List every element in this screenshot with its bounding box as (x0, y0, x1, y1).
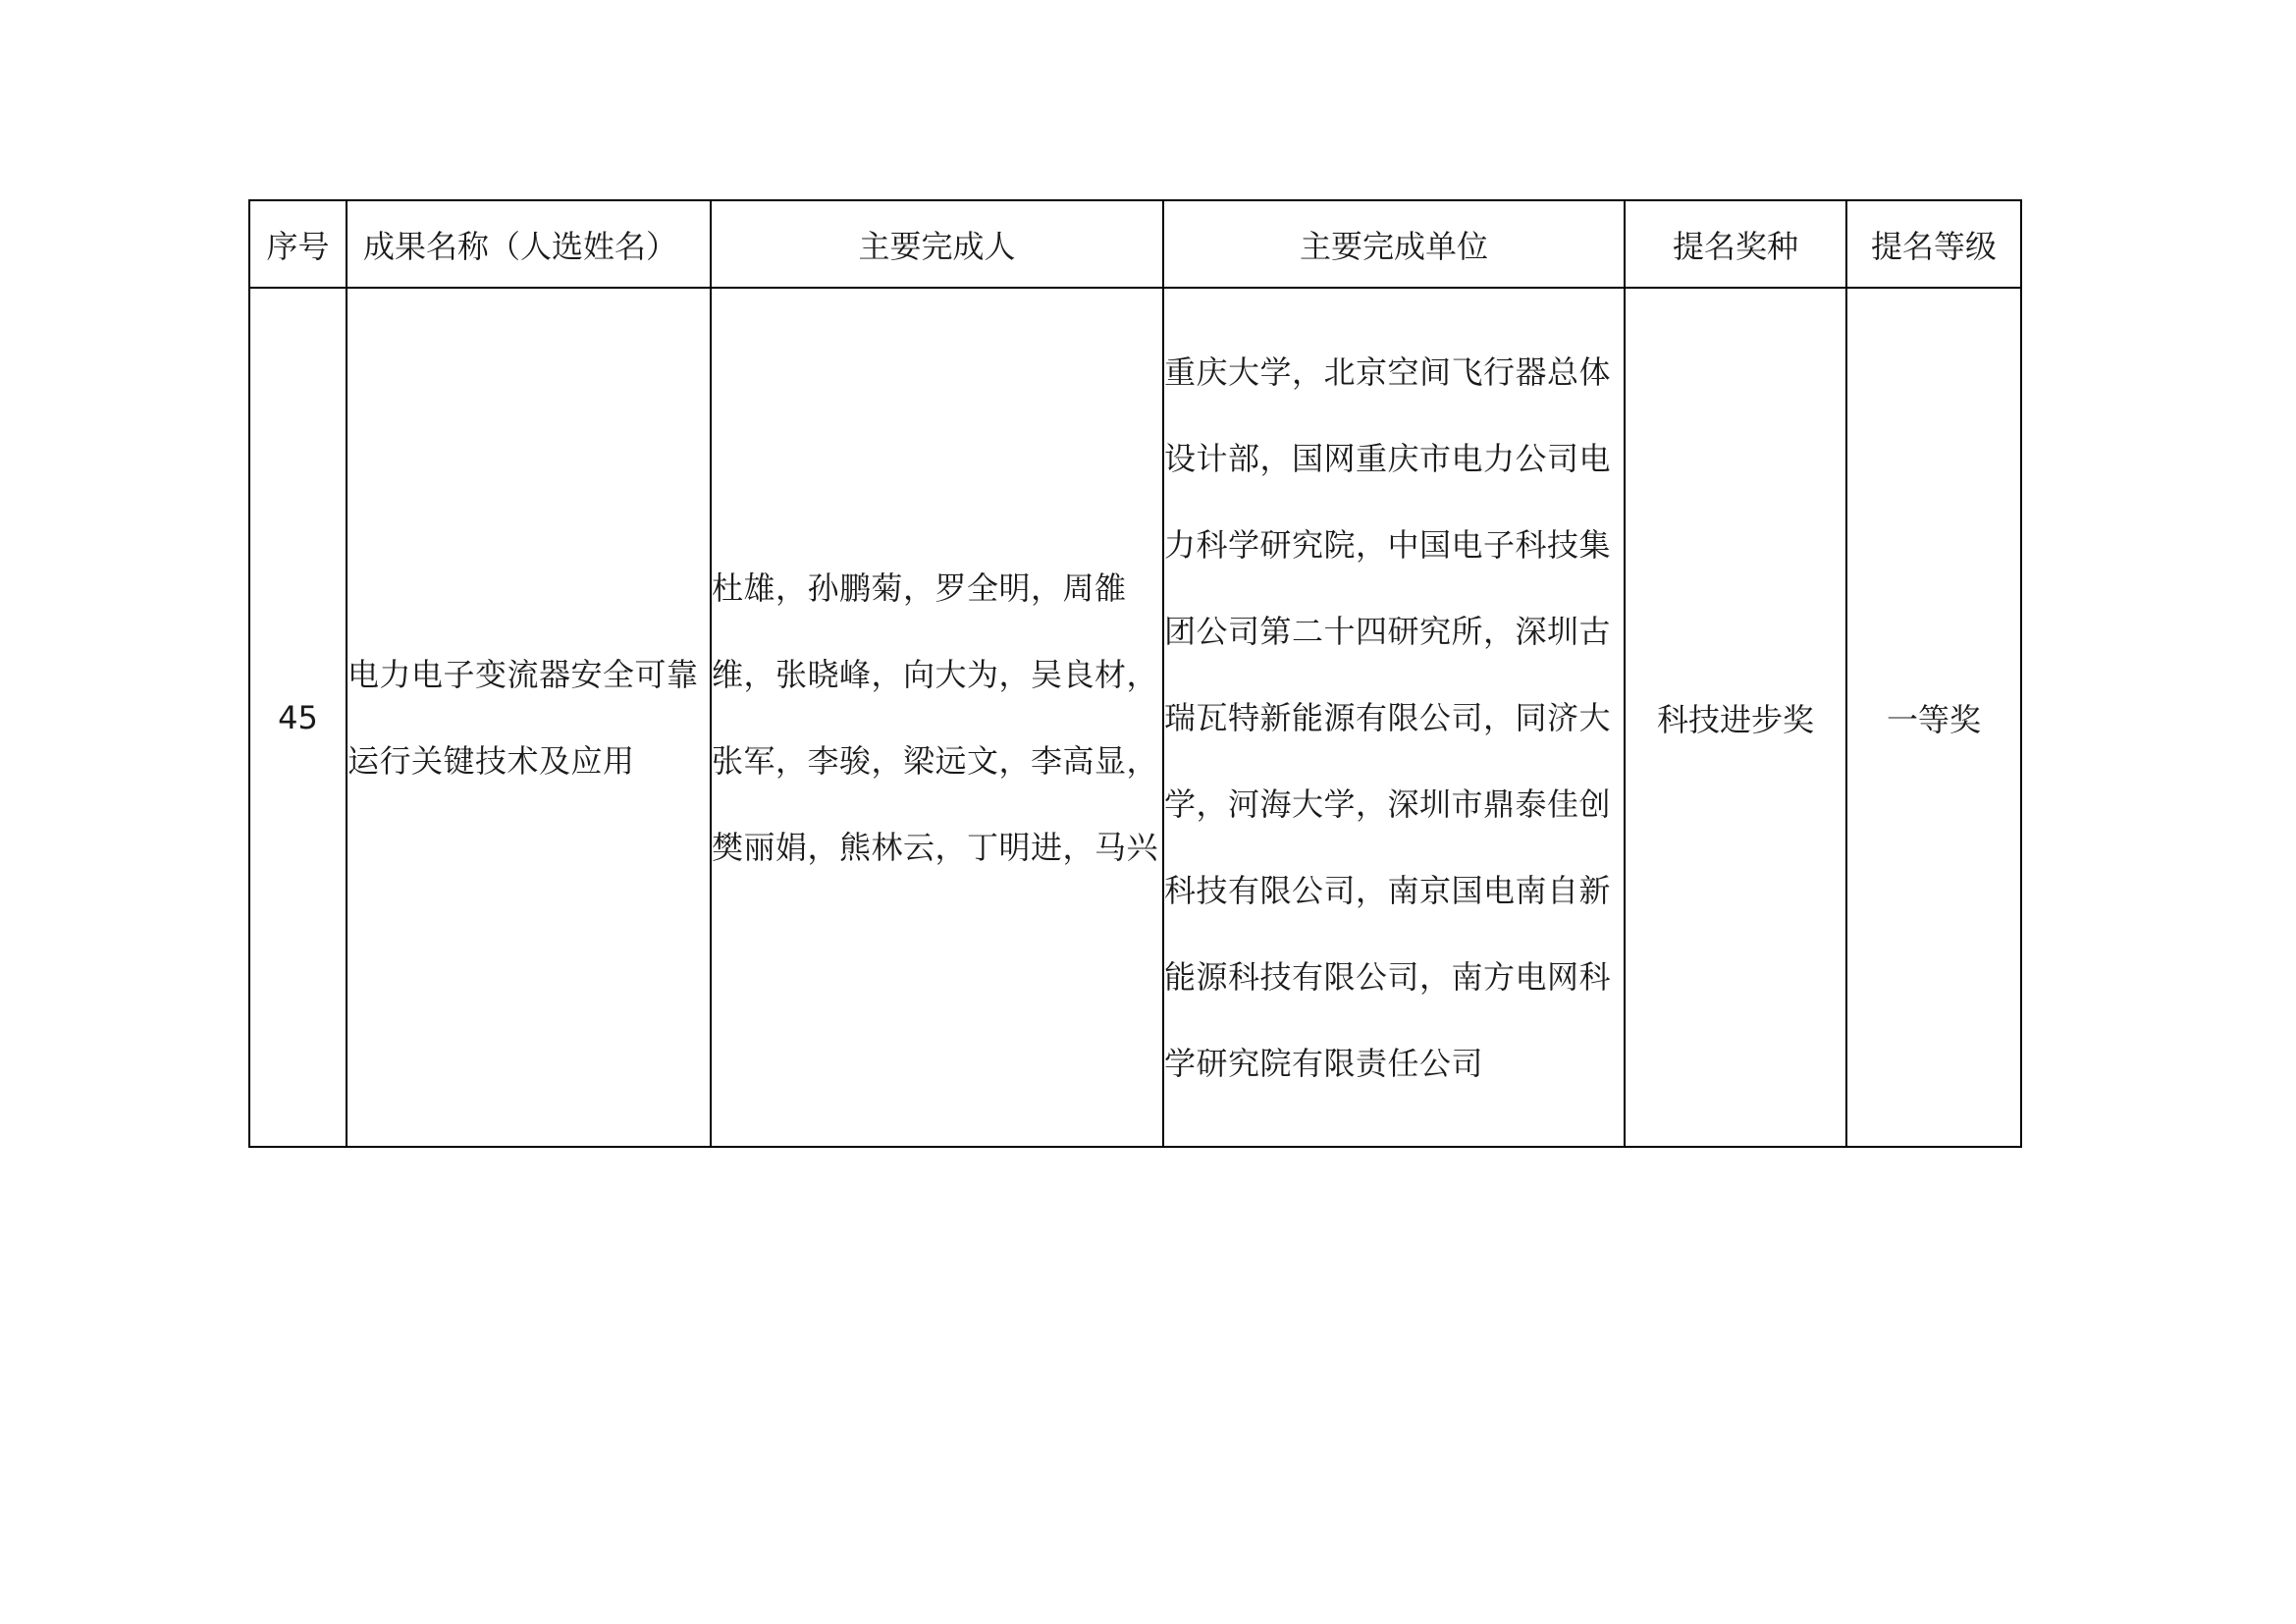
achievement-text: 电力电子变流器安全可靠运行关键技术及应用 (347, 655, 699, 780)
table-row (249, 288, 2021, 1147)
cell-award-grade: 一等奖 (1846, 288, 2021, 1147)
cell-main-people (711, 288, 1163, 1147)
header-achievement: 成果名称（人选姓名） (347, 200, 711, 288)
header-award-type: 提名奖种 (1625, 200, 1846, 288)
header-main-people: 主要完成人 (711, 200, 1163, 288)
award-nomination-table (248, 199, 2022, 1148)
cell-award-type: 科技进步奖 (1625, 288, 1846, 1147)
header-main-units: 主要完成单位 (1163, 200, 1625, 288)
header-award-grade: 提名等级 (1846, 200, 2021, 288)
cell-main-units (1163, 288, 1625, 1147)
header-index: 序号 (249, 200, 347, 288)
table-header-row (249, 200, 2021, 288)
cell-achievement (347, 288, 711, 1147)
main-units-text: 重庆大学，北京空间飞行器总体设计部，国网重庆市电力公司电力科学研究院，中国电子科技集团公司第二十四研究所，深圳古瑞瓦特新能源有限公司，同济大学，河海大学，深圳市鼎泰佳创科技有限公司，南京国电南自新能源科技有限公司，南方电网科学研究院有限责任公司 (1164, 352, 1612, 1082)
cell-index: 45 (249, 288, 347, 1147)
main-people-text: 杜雄，孙鹏菊，罗全明，周雒维，张晓峰，向大为，吴良材，张军，李骏，梁远文，李高显，樊丽娟，熊林云，丁明进，马兴 (712, 568, 1159, 866)
